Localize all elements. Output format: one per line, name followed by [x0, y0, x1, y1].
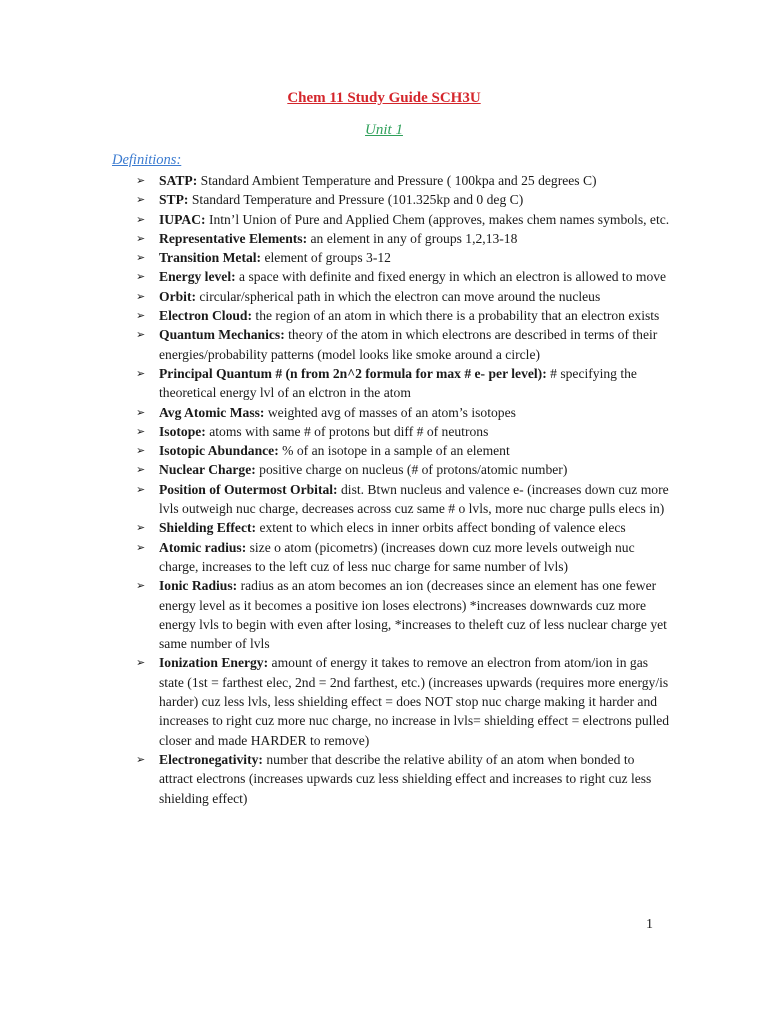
arrow-bullet-icon: ➢: [136, 212, 146, 226]
definition-item: [136, 480, 671, 519]
definition-item: [136, 576, 671, 653]
arrow-bullet-icon: ➢: [136, 231, 146, 245]
arrow-bullet-icon: ➢: [136, 752, 146, 766]
definition-term: Isotope:: [159, 423, 206, 439]
definition-term: Orbit:: [159, 288, 196, 304]
arrow-bullet-icon: ➢: [136, 270, 146, 284]
definition-item: [136, 460, 671, 479]
definitions-heading: Definitions:: [112, 152, 182, 168]
definition-item: [136, 267, 671, 286]
definition-term: Ionization Energy:: [159, 655, 269, 671]
arrow-bullet-icon: ➢: [136, 424, 146, 438]
definition-term: Transition Metal:: [159, 250, 262, 266]
definition-text: element of groups 3-12: [261, 250, 391, 266]
definition-text: Standard Temperature and Pressure (101.325kp and 0 deg C): [188, 192, 524, 208]
definition-term: Isotopic Abundance:: [159, 443, 279, 459]
definition-term: Ionic Radius:: [159, 578, 238, 594]
arrow-bullet-icon: ➢: [136, 309, 146, 323]
page-number: 1: [646, 917, 653, 932]
definition-text: a space with definite and fixed energy in which an electron is allowed to move: [235, 269, 667, 285]
definition-term: Avg Atomic Mass:: [159, 404, 265, 420]
definition-text: # specifying the theoretical energy lvl of an elctron in the atom: [159, 365, 637, 401]
definition-item: [136, 750, 671, 808]
page-title: Chem 11 Study Guide SCH3U: [287, 90, 481, 106]
arrow-bullet-icon: ➢: [136, 540, 146, 554]
definition-term: Representative Elements:: [159, 230, 308, 246]
definition-item: [136, 403, 671, 422]
definition-term: Quantum Mechanics:: [159, 327, 285, 343]
definition-term: Principal Quantum # (n from 2n^2 formula for max # e- per level):: [159, 365, 547, 381]
definition-text: Intn’l Union of Pure and Applied Chem (approves, makes chem names symbols, etc.: [205, 211, 670, 227]
definition-term: SATP:: [159, 173, 198, 188]
definition-item: [136, 441, 671, 460]
arrow-bullet-icon: ➢: [136, 405, 146, 419]
arrow-bullet-icon: ➢: [136, 463, 146, 477]
definition-text: theory of the atom in which electrons are described in terms of their energies/probability patterns (model looks like smoke around a circle): [159, 327, 658, 362]
definition-text: dist. Btwn nucleus and valence e- (increases down cuz more lvls outweigh nuc charge, decreases across cuz same # o lvls, more nuc charge pulls elecs in): [159, 481, 669, 517]
arrow-bullet-icon: ➢: [136, 366, 146, 380]
definition-term: Position of Outermost Orbital:: [159, 481, 338, 497]
definition-item: [136, 306, 671, 325]
definition-item: [136, 190, 671, 209]
arrow-bullet-icon: ➢: [136, 251, 146, 265]
definition-item: [136, 248, 671, 267]
arrow-bullet-icon: ➢: [136, 444, 146, 458]
definition-item: [136, 364, 671, 403]
definitions-list: [136, 171, 671, 808]
arrow-bullet-icon: ➢: [136, 482, 146, 496]
definition-item: [136, 325, 671, 364]
arrow-bullet-icon: ➢: [136, 193, 146, 207]
arrow-bullet-icon: ➢: [136, 328, 146, 342]
definition-item: [136, 210, 671, 229]
arrow-bullet-icon: ➢: [136, 656, 146, 670]
definition-text: circular/spherical path in which the electron can move around the nucleus: [196, 288, 601, 304]
definition-text: weighted avg of masses of an atom’s isotopes: [264, 404, 516, 420]
definition-text: number that describe the relative ability of an atom when bonded to attract electrons (increases upwards cuz less shielding effect and increases to right cuz less shielding effect): [159, 751, 652, 806]
definition-text: positive charge on nucleus (# of protons/atomic number): [255, 462, 568, 478]
definition-item: [136, 518, 671, 537]
definition-text: atoms with same # of protons but diff # of neutrons: [205, 423, 489, 439]
definition-text: radius as an atom becomes an ion (decreases since an element has one fewer energy level as it becomes a positive ion loses electrons) *increases downwards cuz more energy lvls to begin with even after losing, *increases to theleft cuz of less nuclear charge yet same number of lvls: [159, 578, 667, 652]
definition-term: Shielding Effect:: [159, 520, 257, 536]
arrow-bullet-icon: ➢: [136, 521, 146, 535]
definition-term: IUPAC:: [159, 211, 206, 227]
definition-term: Energy level:: [159, 269, 236, 285]
definition-term: Nuclear Charge:: [159, 462, 256, 478]
definition-item: [136, 171, 671, 190]
definition-item: [136, 538, 671, 577]
arrow-bullet-icon: ➢: [136, 579, 146, 593]
arrow-bullet-icon: ➢: [136, 174, 146, 187]
definition-text: % of an isotope in a sample of an element: [278, 443, 510, 459]
definition-term: Electronegativity:: [159, 751, 263, 767]
definition-term: Electron Cloud:: [159, 308, 253, 324]
definition-text: Standard Ambient Temperature and Pressure ( 100kpa and 25 degrees C): [197, 173, 597, 188]
definition-text: size o atom (picometrs) (increases down cuz more levels outweigh nuc charge, increases to the left cuz of less nuc charge for same number of lvls): [159, 539, 635, 574]
unit-heading: Unit 1: [365, 122, 403, 138]
definition-term: STP:: [159, 192, 189, 208]
definition-item: [136, 229, 671, 248]
definition-text: the region of an atom in which there is a probability that an electron exists: [252, 308, 660, 324]
arrow-bullet-icon: ➢: [136, 289, 146, 303]
definition-item: [136, 287, 671, 306]
definition-term: Atomic radius:: [159, 539, 247, 555]
definition-text: amount of energy it takes to remove an electron from atom/ion in gas state (1st = farthest elec, 2nd = 2nd farthest, etc.) (increases upwards (requires more energy/is harder) cuz less lvls, less shielding effect = does NOT stop nuc charge making it harder and increases to right cuz more nuc charge, no increase in lvls= shielding effect = electrons pulled closer and made HARDER to remove): [159, 655, 670, 748]
definition-text: an element in any of groups 1,2,13-18: [307, 230, 518, 246]
definition-text: extent to which elecs in inner orbits affect bonding of valence elecs: [256, 520, 626, 536]
definition-item: [136, 422, 671, 441]
definition-item: [136, 653, 671, 749]
